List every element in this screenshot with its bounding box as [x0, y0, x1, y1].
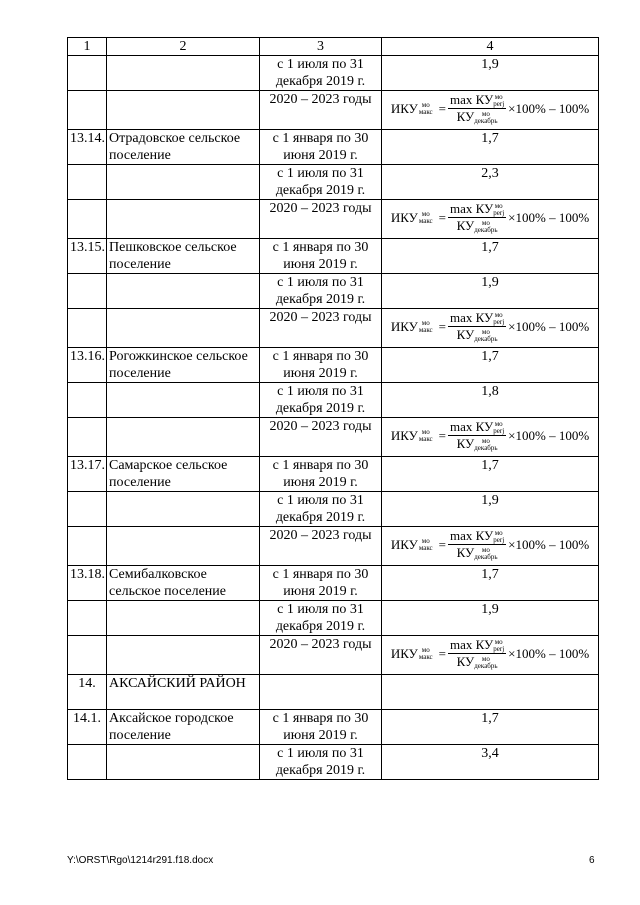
formula-num-text: max КУ — [450, 92, 494, 107]
period: с 1 июля по 31 декабря 2019 г. — [260, 56, 382, 91]
formula-den-indices — [474, 656, 497, 670]
period: с 1 июля по 31 декабря 2019 г. — [260, 274, 382, 309]
table-row — [68, 348, 599, 383]
index-value: 1,9 — [382, 601, 599, 636]
formula-lhs: ИКУ — [390, 537, 418, 553]
formula-lhs-indices — [419, 647, 433, 661]
formula-num-sup: мо — [494, 93, 503, 102]
formula-numerator — [448, 528, 506, 545]
row-number: 13.16. — [68, 348, 107, 383]
table-row — [68, 165, 599, 200]
index-formula-cell — [382, 309, 599, 348]
formula-num-text: max КУ — [450, 310, 494, 325]
index-formula-cell — [382, 91, 599, 130]
formula-lhs: ИКУ — [390, 101, 418, 117]
table-row — [68, 309, 599, 348]
formula-lhs-sub: макс — [418, 107, 433, 116]
table-row — [68, 745, 599, 780]
index-value: 1,9 — [382, 56, 599, 91]
formula-num-sub: perj — [493, 318, 505, 327]
formula-den-indices — [474, 220, 497, 234]
formula-denominator — [457, 327, 498, 343]
period: с 1 января по 30 июня 2019 г. — [260, 457, 382, 492]
formula-equals: = — [438, 428, 447, 444]
formula-lhs-indices — [419, 320, 433, 334]
formula-den-text: КУ — [456, 327, 475, 343]
settlement-name — [107, 165, 260, 200]
formula-den-sub: декабрь — [474, 335, 498, 344]
settlement-name: Самарское сельское поселение — [107, 457, 260, 492]
formula-den-indices — [474, 438, 497, 452]
period: 2020 – 2023 годы — [260, 91, 382, 130]
row-number: 13.18. — [68, 566, 107, 601]
formula-den-sub: декабрь — [474, 117, 498, 126]
period — [260, 675, 382, 710]
formula-fraction — [448, 92, 506, 125]
period: с 1 января по 30 июня 2019 г. — [260, 130, 382, 165]
formula-num-sup: мо — [494, 311, 503, 320]
period: с 1 июля по 31 декабря 2019 г. — [260, 165, 382, 200]
index-formula — [384, 419, 596, 452]
formula-lhs-indices — [419, 102, 433, 116]
table-row — [68, 239, 599, 274]
period: 2020 – 2023 годы — [260, 527, 382, 566]
table-row — [68, 200, 599, 239]
formula-num-sub: perj — [493, 645, 505, 654]
formula-den-indices — [474, 329, 497, 343]
index-value: 1,7 — [382, 348, 599, 383]
formula-rhs: ×100% – 100% — [508, 428, 590, 444]
period: 2020 – 2023 годы — [260, 200, 382, 239]
formula-lhs-indices — [419, 211, 433, 225]
period: с 1 января по 30 июня 2019 г. — [260, 710, 382, 745]
period: с 1 июля по 31 декабря 2019 г. — [260, 745, 382, 780]
row-number — [68, 200, 107, 239]
table-row — [68, 56, 599, 91]
table-row — [68, 91, 599, 130]
row-number — [68, 527, 107, 566]
row-number — [68, 165, 107, 200]
formula-fraction — [448, 310, 506, 343]
formula-num-text: max КУ — [450, 528, 494, 543]
index-value: 3,4 — [382, 745, 599, 780]
table-body — [68, 38, 599, 780]
period: с 1 января по 30 июня 2019 г. — [260, 348, 382, 383]
index-value: 1,9 — [382, 492, 599, 527]
formula-equals: = — [438, 646, 447, 662]
formula-numerator — [448, 637, 506, 654]
formula-den-sup: мо — [481, 110, 490, 119]
formula-den-indices — [474, 111, 497, 125]
period: с 1 января по 30 июня 2019 г. — [260, 239, 382, 274]
settlement-name — [107, 274, 260, 309]
index-formula — [384, 637, 596, 670]
formula-lhs-sup: мо — [421, 209, 430, 218]
formula-numerator — [448, 419, 506, 436]
period: 2020 – 2023 годы — [260, 636, 382, 675]
formula-den-text: КУ — [456, 654, 475, 670]
period: с 1 июля по 31 декабря 2019 г. — [260, 492, 382, 527]
formula-den-sup: мо — [481, 655, 490, 664]
formula-den-sub: декабрь — [474, 226, 498, 235]
settlement-name: Семибалковское сельское поселение — [107, 566, 260, 601]
formula-equals: = — [438, 210, 447, 226]
formula-num-sub: perj — [493, 209, 505, 218]
row-number — [68, 601, 107, 636]
table-row — [68, 675, 599, 710]
formula-rhs: ×100% – 100% — [508, 646, 590, 662]
settlement-name — [107, 91, 260, 130]
table-row — [68, 601, 599, 636]
period: с 1 июля по 31 декабря 2019 г. — [260, 601, 382, 636]
index-formula — [384, 528, 596, 561]
settlement-name — [107, 418, 260, 457]
formula-equals: = — [438, 101, 447, 117]
index-value: 2,3 — [382, 165, 599, 200]
formula-den-sup: мо — [481, 437, 490, 446]
formula-den-sub: декабрь — [474, 553, 498, 562]
row-number — [68, 56, 107, 91]
formula-lhs-sup: мо — [421, 318, 430, 327]
formula-den-indices — [474, 547, 497, 561]
index-value: 1,7 — [382, 457, 599, 492]
formula-denominator — [457, 218, 498, 234]
formula-num-indices — [493, 421, 504, 435]
formula-num-sub: perj — [493, 536, 505, 545]
formula-num-sup: мо — [494, 638, 503, 647]
formula-denominator — [457, 436, 498, 452]
row-number: 14.1. — [68, 710, 107, 745]
footer-page-number: 6 — [589, 855, 595, 866]
formula-num-indices — [493, 94, 504, 108]
formula-fraction — [448, 419, 506, 452]
settlement-name — [107, 56, 260, 91]
settlement-name: Пешковское сельское поселение — [107, 239, 260, 274]
table-row — [68, 636, 599, 675]
settlement-name — [107, 309, 260, 348]
formula-lhs-sup: мо — [421, 100, 430, 109]
formula-lhs: ИКУ — [390, 428, 418, 444]
index-value — [382, 675, 599, 710]
header-col-1: 1 — [68, 38, 107, 56]
formula-den-text: КУ — [456, 218, 475, 234]
formula-numerator — [448, 92, 506, 109]
formula-num-indices — [493, 530, 504, 544]
row-number: 13.14. — [68, 130, 107, 165]
row-number — [68, 309, 107, 348]
header-col-3: 3 — [260, 38, 382, 56]
row-number — [68, 636, 107, 675]
row-number: 14. — [68, 675, 107, 710]
row-number — [68, 383, 107, 418]
formula-den-text: КУ — [456, 109, 475, 125]
period: 2020 – 2023 годы — [260, 418, 382, 457]
header-col-4: 4 — [382, 38, 599, 56]
settlement-name — [107, 636, 260, 675]
index-value: 1,7 — [382, 130, 599, 165]
formula-lhs-sup: мо — [421, 645, 430, 654]
formula-fraction — [448, 201, 506, 234]
formula-lhs-sub: макс — [418, 325, 433, 334]
table-row — [68, 418, 599, 457]
table-row — [68, 527, 599, 566]
formula-equals: = — [438, 319, 447, 335]
formula-den-text: КУ — [456, 545, 475, 561]
formula-fraction — [448, 637, 506, 670]
settlement-name — [107, 745, 260, 780]
formula-fraction — [448, 528, 506, 561]
settlement-name — [107, 492, 260, 527]
settlement-name — [107, 601, 260, 636]
settlement-name: Отрадовское сельское поселение — [107, 130, 260, 165]
formula-rhs: ×100% – 100% — [508, 101, 590, 117]
index-formula-cell — [382, 636, 599, 675]
index-formula-cell — [382, 418, 599, 457]
formula-num-sup: мо — [494, 202, 503, 211]
row-number — [68, 745, 107, 780]
period: с 1 июля по 31 декабря 2019 г. — [260, 383, 382, 418]
formula-den-sup: мо — [481, 219, 490, 228]
index-value: 1,7 — [382, 710, 599, 745]
table-row — [68, 383, 599, 418]
formula-num-sub: perj — [493, 427, 505, 436]
index-formula — [384, 310, 596, 343]
formula-num-text: max КУ — [450, 201, 494, 216]
formula-lhs: ИКУ — [390, 210, 418, 226]
header-row — [68, 38, 599, 56]
formula-rhs: ×100% – 100% — [508, 319, 590, 335]
formula-num-text: max КУ — [450, 419, 494, 434]
table-row — [68, 710, 599, 745]
formula-lhs-indices — [419, 429, 433, 443]
formula-num-sub: perj — [493, 100, 505, 109]
formula-lhs: ИКУ — [390, 646, 418, 662]
settlement-name — [107, 527, 260, 566]
header-col-2: 2 — [107, 38, 260, 56]
formula-denominator — [457, 109, 498, 125]
formula-num-text: max КУ — [450, 637, 494, 652]
formula-numerator — [448, 201, 506, 218]
index-value: 1,7 — [382, 566, 599, 601]
formula-lhs-sub: макс — [418, 216, 433, 225]
row-number: 13.15. — [68, 239, 107, 274]
formula-lhs-sub: макс — [418, 652, 433, 661]
period: 2020 – 2023 годы — [260, 309, 382, 348]
table-row — [68, 457, 599, 492]
row-number — [68, 91, 107, 130]
formula-denominator — [457, 545, 498, 561]
formula-num-indices — [493, 203, 504, 217]
formula-den-sup: мо — [481, 328, 490, 337]
formula-num-sup: мо — [494, 529, 503, 538]
table-row — [68, 130, 599, 165]
formula-rhs: ×100% – 100% — [508, 210, 590, 226]
formula-equals: = — [438, 537, 447, 553]
table-row — [68, 492, 599, 527]
formula-num-sup: мо — [494, 420, 503, 429]
index-formula-cell — [382, 200, 599, 239]
formula-denominator — [457, 654, 498, 670]
row-number — [68, 492, 107, 527]
formula-den-sub: декабрь — [474, 444, 498, 453]
index-value: 1,9 — [382, 274, 599, 309]
formula-lhs-sub: макс — [418, 543, 433, 552]
formula-den-text: КУ — [456, 436, 475, 452]
tariff-table — [67, 37, 599, 780]
formula-lhs-sup: мо — [421, 427, 430, 436]
index-formula — [384, 201, 596, 234]
formula-num-indices — [493, 639, 504, 653]
index-formula-cell — [382, 527, 599, 566]
row-number: 13.17. — [68, 457, 107, 492]
formula-den-sub: декабрь — [474, 662, 498, 671]
period: с 1 января по 30 июня 2019 г. — [260, 566, 382, 601]
table-row — [68, 566, 599, 601]
row-number — [68, 418, 107, 457]
index-value: 1,7 — [382, 239, 599, 274]
formula-rhs: ×100% – 100% — [508, 537, 590, 553]
formula-den-sup: мо — [481, 546, 490, 555]
formula-lhs-sup: мо — [421, 536, 430, 545]
settlement-name — [107, 383, 260, 418]
formula-numerator — [448, 310, 506, 327]
table-row — [68, 274, 599, 309]
formula-lhs-sub: макс — [418, 434, 433, 443]
settlement-name: Рогожкинское сельское поселение — [107, 348, 260, 383]
formula-lhs-indices — [419, 538, 433, 552]
formula-lhs: ИКУ — [390, 319, 418, 335]
settlement-name: АКСАЙСКИЙ РАЙОН — [107, 675, 260, 710]
index-value: 1,8 — [382, 383, 599, 418]
settlement-name: Аксайское городское поселение — [107, 710, 260, 745]
formula-num-indices — [493, 312, 504, 326]
index-formula — [384, 92, 596, 125]
settlement-name — [107, 200, 260, 239]
footer-file-path: Y:\ORST\Rgo\1214r291.f18.docx — [67, 855, 214, 866]
row-number — [68, 274, 107, 309]
